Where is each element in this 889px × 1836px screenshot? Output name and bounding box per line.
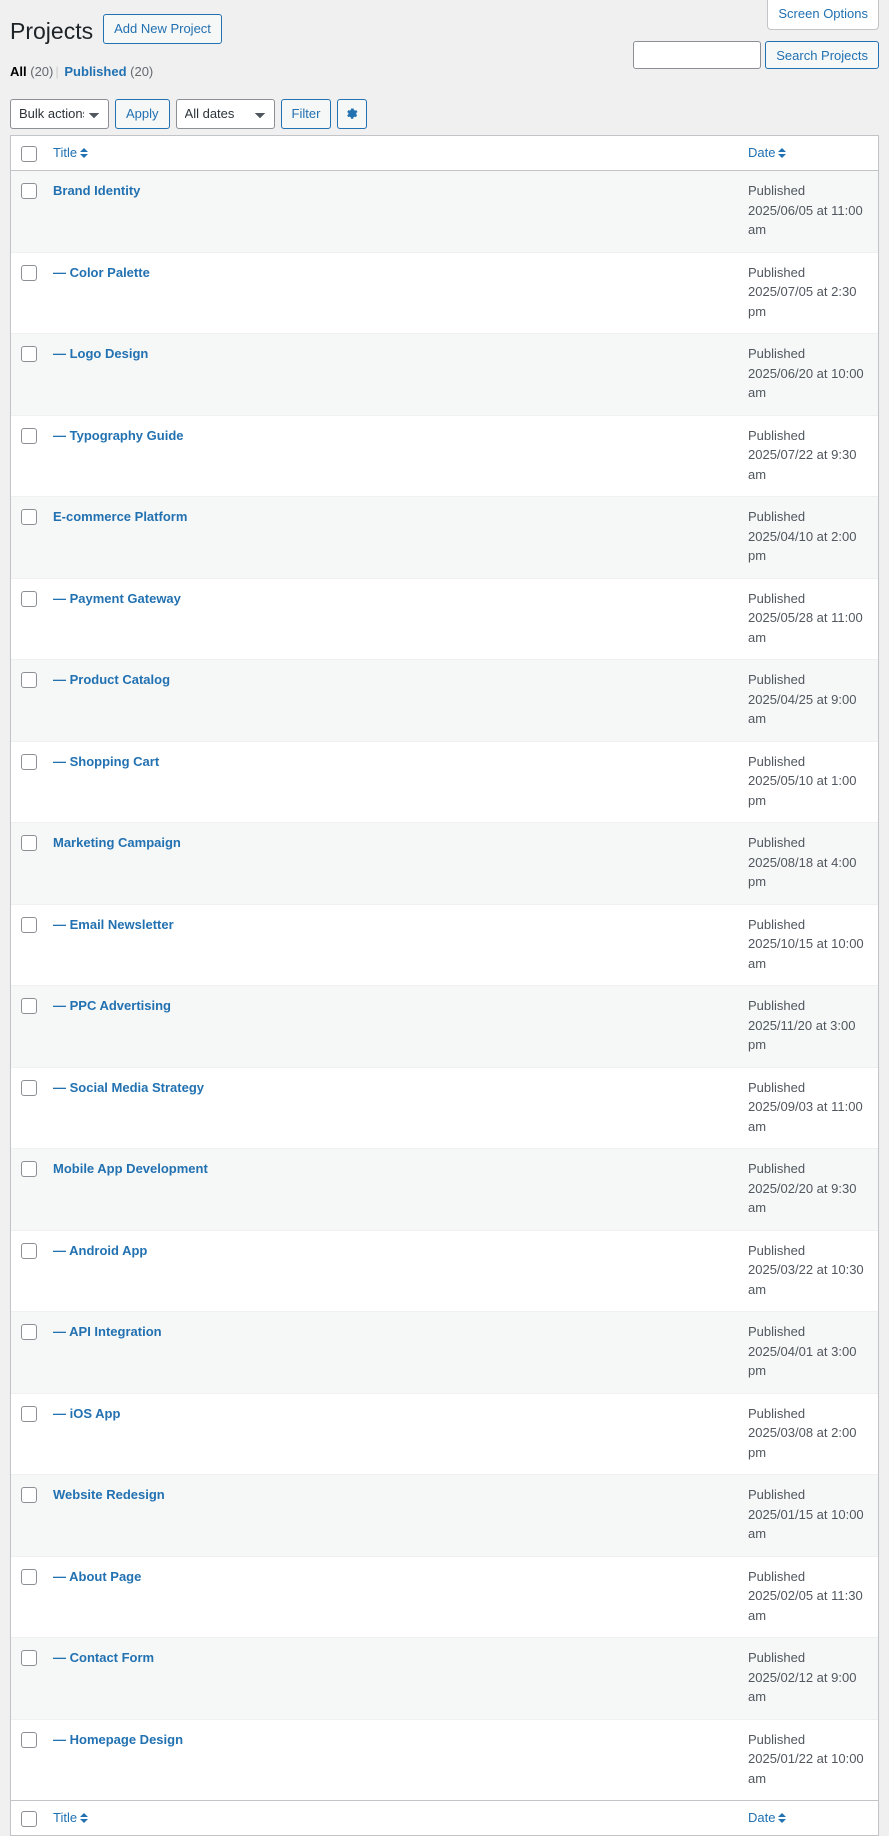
table-row <box>11 1231 878 1313</box>
row-title-cell <box>43 1231 738 1313</box>
sort-by-title-top[interactable] <box>53 144 88 162</box>
row-checkbox-cell <box>11 1557 43 1639</box>
row-date: 2025/11/20 at 3:00 pm <box>748 1017 856 1053</box>
filter-published[interactable] <box>64 64 153 79</box>
table-row <box>11 497 878 579</box>
row-title-link[interactable]: — Android App <box>53 1242 148 1258</box>
screen-options-tab[interactable] <box>767 0 879 30</box>
sort-by-title-bottom[interactable] <box>53 1809 88 1827</box>
row-title-cell <box>43 1638 738 1720</box>
row-date-cell <box>738 334 878 416</box>
row-status: Published <box>748 264 806 280</box>
row-checkbox[interactable] <box>21 1732 37 1748</box>
row-checkbox-cell <box>11 660 43 742</box>
row-checkbox-cell <box>11 742 43 824</box>
select-all-checkbox-top[interactable] <box>21 146 37 162</box>
table-row <box>11 1068 878 1150</box>
row-status: Published <box>748 1487 806 1503</box>
row-checkbox-cell <box>11 416 43 498</box>
row-title-cell <box>43 334 738 416</box>
row-checkbox[interactable] <box>21 591 37 607</box>
row-checkbox-cell <box>11 171 43 253</box>
table-row <box>11 1394 878 1476</box>
row-status: Published <box>748 1568 806 1584</box>
sort-arrows-icon <box>80 147 88 159</box>
row-checkbox-cell <box>11 334 43 416</box>
screen-options-label: Screen Options <box>778 6 868 21</box>
table-row <box>11 1720 878 1801</box>
table-row <box>11 579 878 661</box>
row-date: 2025/10/15 at 10:00 am <box>748 936 864 971</box>
title-column-label-bottom: Title <box>53 1810 78 1826</box>
row-date-cell <box>738 1149 878 1231</box>
filter-all[interactable] <box>10 64 61 79</box>
row-checkbox-cell <box>11 1149 43 1231</box>
row-status: Published <box>748 1079 806 1095</box>
select-all-header <box>11 136 43 171</box>
row-title-cell <box>43 579 738 661</box>
row-checkbox[interactable] <box>21 346 37 362</box>
row-status: Published <box>748 1242 806 1258</box>
row-checkbox-cell <box>11 986 43 1068</box>
row-checkbox[interactable] <box>21 917 37 933</box>
row-checkbox-cell <box>11 823 43 905</box>
row-checkbox[interactable] <box>21 998 37 1014</box>
search-box <box>633 41 879 69</box>
row-checkbox[interactable] <box>21 672 37 688</box>
table-footer-row <box>11 1800 878 1835</box>
row-title-cell <box>43 1720 738 1801</box>
row-checkbox-cell <box>11 1312 43 1394</box>
date-filter-select[interactable] <box>176 99 275 129</box>
row-status: Published <box>748 1650 806 1666</box>
table-row <box>11 1557 878 1639</box>
row-date-cell <box>738 171 878 253</box>
row-title-cell <box>43 823 738 905</box>
row-title-link[interactable]: E-commerce Platform <box>53 509 188 525</box>
row-status: Published <box>748 590 806 606</box>
title-column-label: Title <box>53 144 78 160</box>
filter-published-link[interactable]: Published <box>64 63 127 79</box>
row-date-cell <box>738 986 878 1068</box>
row-title-cell <box>43 1475 738 1557</box>
row-checkbox-cell <box>11 497 43 579</box>
row-date-cell <box>738 1720 878 1801</box>
row-date-cell <box>738 1557 878 1639</box>
bulk-actions-select[interactable] <box>10 99 109 129</box>
row-date: 2025/05/10 at 1:00 pm <box>748 773 857 808</box>
row-checkbox[interactable] <box>21 183 37 199</box>
table-row <box>11 1149 878 1231</box>
row-title-link[interactable]: — iOS App <box>53 1405 121 1421</box>
row-checkbox[interactable] <box>21 1406 37 1422</box>
row-date: 2025/04/25 at 9:00 am <box>748 691 857 727</box>
row-title-cell <box>43 1312 738 1394</box>
row-checkbox[interactable] <box>21 509 37 525</box>
row-title-link[interactable]: Mobile App Development <box>53 1161 208 1177</box>
row-checkbox[interactable] <box>21 428 37 444</box>
row-checkbox[interactable] <box>21 1243 37 1259</box>
row-title-link[interactable]: Brand Identity <box>53 183 141 199</box>
row-date: 2025/01/15 at 10:00 am <box>748 1506 864 1542</box>
row-title-link[interactable]: — Color Palette <box>53 264 150 280</box>
date-column-header[interactable] <box>738 136 878 171</box>
sort-by-date-bottom[interactable] <box>748 1809 786 1827</box>
row-title-link[interactable]: — Homepage Design <box>53 1731 184 1747</box>
row-checkbox[interactable] <box>21 1161 37 1177</box>
row-checkbox-cell <box>11 1720 43 1801</box>
select-all-checkbox-bottom[interactable] <box>21 1811 37 1827</box>
row-date-cell <box>738 497 878 579</box>
row-date-cell <box>738 660 878 742</box>
row-status: Published <box>748 1405 806 1421</box>
row-date-cell <box>738 253 878 335</box>
table-head <box>11 136 878 171</box>
row-status: Published <box>748 1161 806 1177</box>
row-date-cell <box>738 1394 878 1476</box>
row-date: 2025/03/08 at 2:00 pm <box>748 1425 857 1460</box>
row-date-cell <box>738 905 878 987</box>
row-checkbox-cell <box>11 579 43 661</box>
table-row <box>11 1475 878 1557</box>
table-row <box>11 1638 878 1720</box>
row-date: 2025/05/28 at 11:00 am <box>748 610 863 645</box>
row-title-cell <box>43 905 738 987</box>
row-checkbox[interactable] <box>21 1569 37 1585</box>
row-date-cell <box>738 416 878 498</box>
page-title: Projects <box>10 18 94 44</box>
row-status: Published <box>748 183 806 199</box>
title-column-footer[interactable] <box>43 1800 738 1835</box>
row-checkbox[interactable] <box>21 835 37 851</box>
sort-arrows-icon <box>778 147 786 159</box>
row-status: Published <box>748 753 806 769</box>
table-nav-top <box>10 99 879 129</box>
row-status: Published <box>748 427 806 443</box>
table-row <box>11 334 878 416</box>
row-title-link[interactable]: — Email Newsletter <box>53 916 174 932</box>
row-checkbox-cell <box>11 1231 43 1313</box>
row-status: Published <box>748 672 806 688</box>
row-date-cell <box>738 1231 878 1313</box>
row-title-cell <box>43 416 738 498</box>
date-column-footer[interactable] <box>738 1800 878 1835</box>
row-checkbox-cell <box>11 1475 43 1557</box>
row-date: 2025/09/03 at 11:00 am <box>748 1099 863 1134</box>
row-title-link[interactable]: — Payment Gateway <box>53 590 181 606</box>
row-checkbox-cell <box>11 1638 43 1720</box>
row-status: Published <box>748 346 806 362</box>
row-checkbox-cell <box>11 905 43 987</box>
row-date: 2025/02/05 at 11:30 am <box>748 1588 863 1623</box>
row-title-link[interactable]: Website Redesign <box>53 1487 165 1503</box>
row-status: Published <box>748 509 806 525</box>
date-column-label: Date <box>748 144 776 160</box>
row-date: 2025/06/05 at 11:00 am <box>748 202 863 238</box>
row-title-link[interactable]: — Contact Form <box>53 1650 155 1666</box>
row-title-cell <box>43 1557 738 1639</box>
row-status: Published <box>748 1731 806 1747</box>
filter-all-count: (20) <box>30 63 54 79</box>
search-input[interactable] <box>633 41 761 69</box>
table-row <box>11 742 878 824</box>
row-title-link[interactable]: — API Integration <box>53 1324 162 1340</box>
projects-table <box>10 135 879 1836</box>
row-title-link[interactable]: — Product Catalog <box>53 672 171 688</box>
search-submit-button[interactable]: Search Projects <box>765 41 879 69</box>
select-all-footer <box>11 1800 43 1835</box>
table-row <box>11 660 878 742</box>
row-title-cell <box>43 253 738 335</box>
filter-published-count: (20) <box>130 63 154 79</box>
row-title-cell <box>43 1068 738 1150</box>
row-date: 2025/02/12 at 9:00 am <box>748 1669 857 1705</box>
row-date-cell <box>738 823 878 905</box>
sort-arrows-icon <box>778 1812 786 1824</box>
row-title-cell <box>43 986 738 1068</box>
table-row <box>11 823 878 905</box>
title-column-header[interactable] <box>43 136 738 171</box>
row-date: 2025/04/10 at 2:00 pm <box>748 528 857 564</box>
row-checkbox-cell <box>11 1394 43 1476</box>
row-checkbox-cell <box>11 253 43 335</box>
row-status: Published <box>748 916 806 932</box>
row-title-cell <box>43 171 738 253</box>
row-title-link[interactable]: — Shopping Cart <box>53 753 160 769</box>
row-title-link[interactable]: — About Page <box>53 1568 142 1584</box>
row-date: 2025/01/22 at 10:00 am <box>748 1751 864 1786</box>
row-date-cell <box>738 1475 878 1557</box>
row-title-cell <box>43 742 738 824</box>
row-checkbox[interactable] <box>21 1487 37 1503</box>
row-title-link[interactable]: Marketing Campaign <box>53 835 181 851</box>
table-row <box>11 253 878 335</box>
row-date: 2025/02/20 at 9:30 am <box>748 1180 857 1216</box>
row-date: 2025/04/01 at 3:00 pm <box>748 1343 857 1379</box>
row-date-cell <box>738 579 878 661</box>
row-title-link[interactable]: — Social Media Strategy <box>53 1079 204 1095</box>
row-checkbox[interactable] <box>21 1080 37 1096</box>
row-status: Published <box>748 835 806 851</box>
row-date: 2025/08/18 at 4:00 pm <box>748 854 857 890</box>
table-header-row <box>11 136 878 171</box>
row-title-cell <box>43 1149 738 1231</box>
sort-arrows-icon <box>80 1812 88 1824</box>
table-row <box>11 986 878 1068</box>
apply-button[interactable]: Apply <box>115 99 170 129</box>
gear-icon[interactable] <box>337 99 367 129</box>
row-date: 2025/07/22 at 9:30 am <box>748 447 857 482</box>
date-column-label-bottom: Date <box>748 1810 776 1826</box>
row-title-link[interactable]: — PPC Advertising <box>53 998 171 1014</box>
row-title-cell <box>43 497 738 579</box>
table-row <box>11 416 878 498</box>
row-checkbox[interactable] <box>21 754 37 770</box>
row-date-cell <box>738 742 878 824</box>
filter-all-link[interactable]: All <box>10 63 27 79</box>
table-row <box>11 905 878 987</box>
table-body <box>11 171 878 1800</box>
row-checkbox[interactable] <box>21 1324 37 1340</box>
row-date-cell <box>738 1638 878 1720</box>
row-date: 2025/03/22 at 10:30 am <box>748 1262 864 1297</box>
row-date-cell <box>738 1068 878 1150</box>
row-checkbox[interactable] <box>21 265 37 281</box>
row-date: 2025/06/20 at 10:00 am <box>748 365 864 401</box>
row-title-link[interactable]: — Typography Guide <box>53 427 184 443</box>
row-checkbox[interactable] <box>21 1650 37 1666</box>
filter-button[interactable]: Filter <box>281 99 332 129</box>
row-status: Published <box>748 1324 806 1340</box>
row-checkbox-cell <box>11 1068 43 1150</box>
row-date-cell <box>738 1312 878 1394</box>
table-row <box>11 171 878 253</box>
row-title-cell <box>43 1394 738 1476</box>
sort-by-date-top[interactable] <box>748 144 786 162</box>
row-status: Published <box>748 998 806 1014</box>
row-title-cell <box>43 660 738 742</box>
table-row <box>11 1312 878 1394</box>
add-new-project-button[interactable]: Add New Project <box>103 14 222 44</box>
row-date: 2025/07/05 at 2:30 pm <box>748 284 857 319</box>
filter-separator: | <box>55 63 59 79</box>
table-foot <box>11 1800 878 1835</box>
row-title-link[interactable]: — Logo Design <box>53 346 149 362</box>
